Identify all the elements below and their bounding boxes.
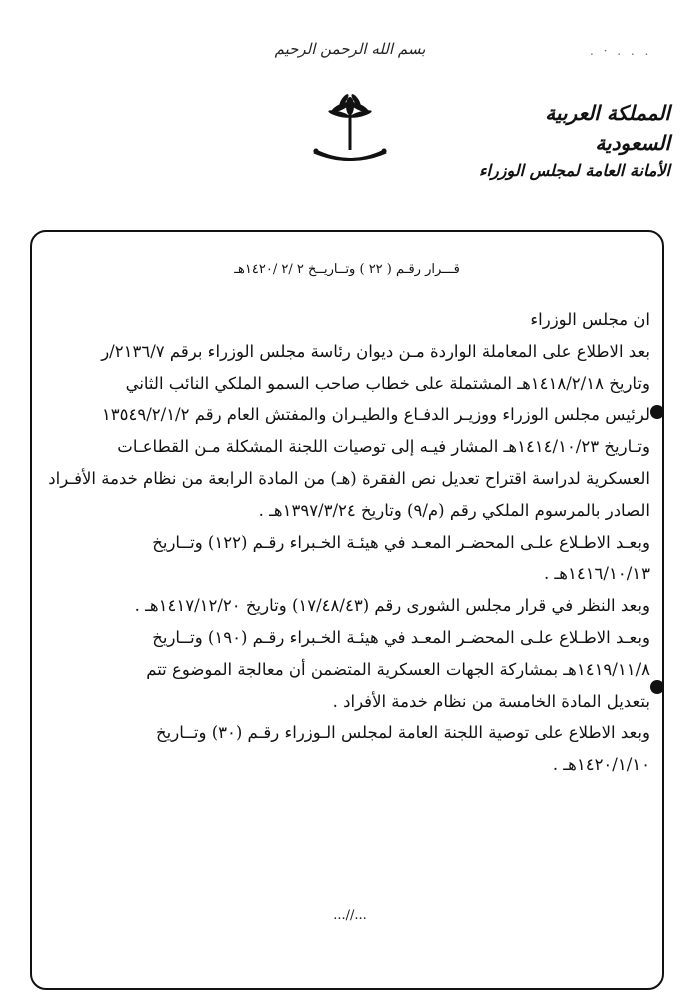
- corner-dots: . · . . .: [590, 44, 652, 58]
- punch-hole: [650, 680, 664, 694]
- body-line: ١٤١٦/١٠/١٣هـ .: [543, 564, 650, 584]
- body-line: لرئيس مجلس الوزراء ووزيـر الدفـاع والطيـران والمفتش العام رقم ١٣٥٤٩/٢/١/٢: [101, 405, 650, 425]
- body-line: العسكرية لدراسة اقتراح تعديل نص الفقرة (هـ) من المادة الرابعة من نظام خدمة الأفـراد: [48, 468, 650, 488]
- punch-hole: [650, 405, 664, 419]
- body-line: وبعد النظر في قرار مجلس الشورى رقم (١٧/٤٨/٤٣) وتاريخ ١٤١٧/١٢/٢٠هـ .: [134, 596, 650, 616]
- body-line: وبعد الاطلاع على توصية اللجنة العامة لمجلس الـوزراء رقـم (٣٠) وتــاريخ: [155, 723, 650, 743]
- body-line: وتـاريخ ١٤١٤/١٠/٢٣هـ المشار فيـه إلى توصيات اللجنة المشكلة مـن القطاعـات: [117, 437, 650, 457]
- saudi-emblem-icon: [308, 92, 392, 172]
- body-line: ١٤١٩/١١/٨هـ بمشاركة الجهات العسكرية المتضمن أن معالجة الموضوع تتم: [146, 659, 650, 679]
- letterhead: [470, 98, 670, 184]
- body-line: الصادر بالمرسوم الملكي رقم (م/٩) وتاريخ ١٣٩٧/٣/٢٤هـ .: [258, 500, 650, 520]
- decision-title: قـــرار رقـم ( ٢٢ ) وتــاريــخ ٢ /٢ /١٤٢٠هـ: [234, 262, 460, 277]
- body-line: وبعـد الاطـلاع علـى المحضـر المعـد في هيئـة الخـبراء رقـم (١٢٢) وتــاريخ: [152, 532, 650, 552]
- body-line: ان مجلس الوزراء: [530, 310, 650, 329]
- continuation-mark: ...//...: [333, 908, 367, 923]
- decision-body: [44, 304, 650, 781]
- body-line: بعد الاطلاع على المعاملة الواردة مـن ديوان رئاسة مجلس الوزراء برقم ٢١٣٦/٧/ر: [101, 341, 650, 361]
- body-line: وبعـد الاطـلاع علـى المحضـر المعـد في هيئـة الخـبراء رقـم (١٩٠) وتــاريخ: [152, 627, 650, 647]
- kingdom-name: المملكة العربية السعودية: [545, 101, 670, 155]
- body-line: ١٤٢٠/١/١٠هـ .: [552, 755, 650, 775]
- body-line: وتاريخ ١٤١٨/٢/١٨هـ المشتملة على خطاب صاحب السمو الملكي النائب الثاني: [125, 373, 650, 393]
- basmala: بسم الله الرحمن الرحيم: [274, 40, 426, 58]
- body-line: بتعديل المادة الخامسة من نظام خدمة الأفراد .: [332, 691, 650, 711]
- secretariat-name: الأمانة العامة لمجلس الوزراء: [479, 161, 670, 180]
